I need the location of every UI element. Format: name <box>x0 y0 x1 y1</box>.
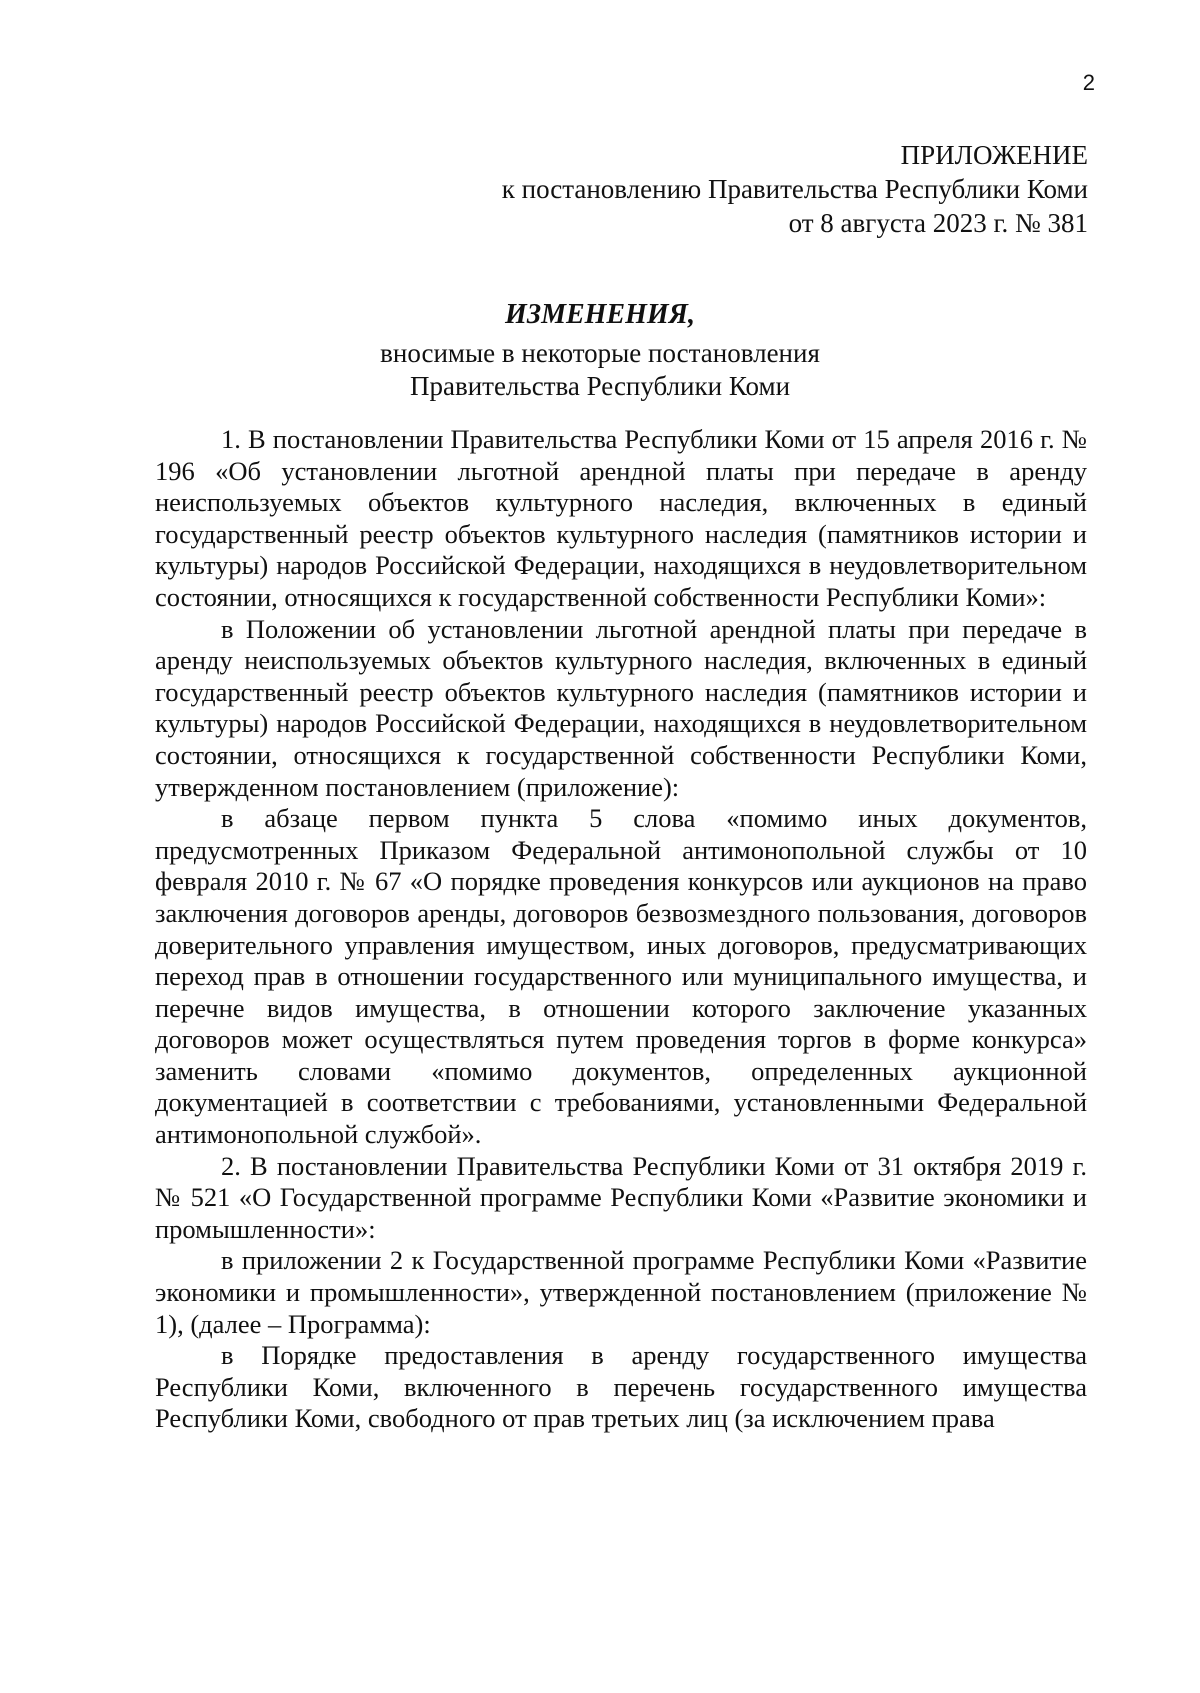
document-subtitle-line-2: Правительства Республики Коми <box>409 371 791 401</box>
appendix-date-line: от 8 августа 2023 г. № 381 <box>788 208 1088 238</box>
appendix-block <box>502 138 1088 240</box>
paragraph-3: в абзаце первом пункта 5 слова «помимо иных документов, предусмотренных Приказом Федеральной антимонопольной службы от 10 февраля 2010 г. № 67 «О порядке проведения конкурсов или аукционов на право заключения договоров аренды, договоров безвозмездного пользования, договоров доверительного управления имуществом, иных договоров, предусматривающих переход прав в отношении государственного или муниципального имущества, и перечне видов имущества, в отношении которого заключение указанных договоров может осуществляться путем проведения торгов в форме конкурса» заменить словами «помимо документов, определенных аукционной документацией в соответствии с требованиями, установленными Федеральной антимонопольной службой». <box>155 803 1087 1150</box>
appendix-label: ПРИЛОЖЕНИЕ <box>900 140 1088 170</box>
paragraph-6: в Порядке предоставления в аренду государственного имущества Республики Коми, включенного в перечень государственного имущества Республики Коми, свободного от прав третьих лиц (за исключением права <box>155 1340 1087 1434</box>
paragraph-2: в Положении об установлении льготной арендной платы при передаче в аренду неиспользуемых объектов культурного наследия, включенных в единый государственный реестр объектов культурного наследия (памятников истории и культуры) народов Российской Федерации, находящихся в неудовлетворительном состоянии, относящихся к государственной собственности Республики Коми, утвержденном постановлением (приложение): <box>155 613 1087 802</box>
document-heading: ИЗМЕНЕНИЯ, <box>505 299 695 330</box>
paragraph-5: в приложении 2 к Государственной программе Республики Коми «Развитие экономики и промышленности», утвержденной постановлением (приложение № 1), (далее – Программа): <box>155 1245 1087 1339</box>
appendix-resolution-line: к постановлению Правительства Республики Коми <box>501 174 1088 204</box>
paragraph-1: 1. В постановлении Правительства Республики Коми от 15 апреля 2016 г. № 196 «Об установлении льготной арендной платы при передаче в аренду неиспользуемых объектов культурного наследия, включенных в единый государственный реестр объектов культурного наследия (памятников истории и культуры) народов Российской Федерации, находящихся в неудовлетворительном состоянии, относящихся к государственной собственности Республики Коми»: <box>155 424 1087 612</box>
paragraph-4: 2. В постановлении Правительства Республики Коми от 31 октября 2019 г. № 521 «О Государственной программе Республики Коми «Развитие экономики и промышленности»: <box>155 1150 1087 1244</box>
title-block <box>0 298 1200 403</box>
document-subtitle-line-1: вносимые в некоторые постановления <box>380 338 820 368</box>
document-body <box>155 424 1087 1435</box>
page-number: 2 <box>1082 70 1095 95</box>
